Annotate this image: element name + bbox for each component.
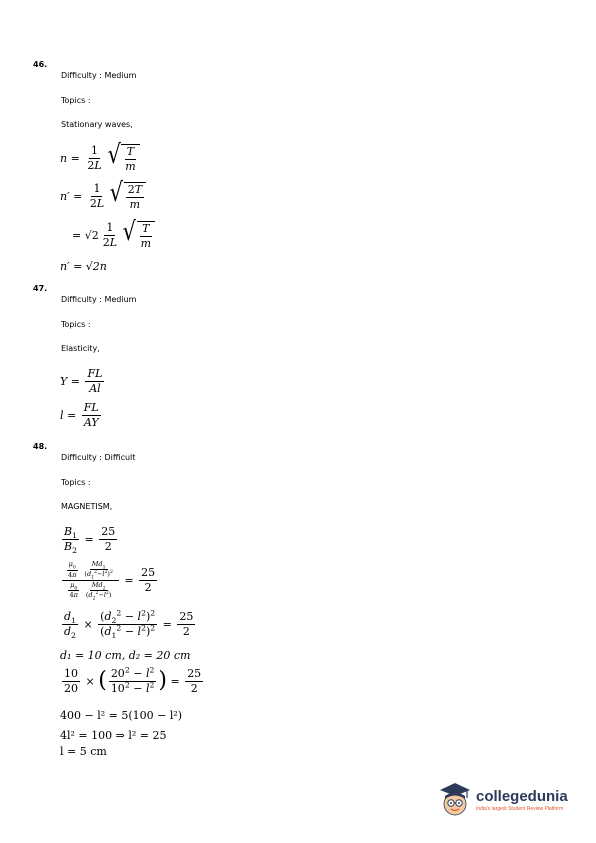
equation: 4l² = 100 ⇒ l² = 25 — [60, 729, 167, 742]
equation: Y = $\frac{FL}{Al}$ — [60, 367, 103, 395]
topic-name: Stationary waves, — [61, 120, 133, 129]
mascot-icon — [437, 780, 473, 820]
eq-lhs: l — [60, 408, 64, 422]
equation: $\frac{\mu_0}{4\pi}$ $\frac{Md_1}{(d_1^2-l^2)^2}$ $\frac{\mu_0}{4\pi}$ $\frac{Md_2}{(d_2^2-l^2)}$ = $\frac{25}{2}$ — [60, 561, 159, 599]
difficulty-label: Difficulty : Medium — [61, 295, 137, 304]
equation: n = $\frac{1}{2L}$ √ $\frac{T}{m}$ — [60, 144, 140, 172]
equation: l = $\frac{FL}{AY}$ — [60, 401, 99, 429]
equation: = √2 $\frac{1}{2L}$ √ $\frac{T}{m}$ — [72, 221, 155, 249]
equation: 400 − l² = 5(100 − l²) — [60, 709, 183, 722]
eq-lhs: n′ — [60, 189, 70, 203]
topics-label: Topics : — [61, 320, 91, 329]
difficulty-label: Difficulty : Medium — [61, 71, 137, 80]
topic-name: Elasticity, — [61, 344, 100, 353]
question-number: 48. — [33, 442, 48, 451]
brand-logo — [437, 780, 568, 820]
eq-lhs: n — [60, 151, 68, 165]
equation: $\frac{B_1}{B_2}$ = $\frac{25}{2}$ — [64, 525, 116, 555]
topic-name: MAGNETISM, — [61, 502, 113, 511]
eq-lhs: Y — [60, 374, 68, 388]
equation: $\frac{d_1}{d_2}$ × $\frac{(d_2^2 - l^2)^2}{(d_1^2 - l^2)^2}$ = $\frac{25}{2}$ — [64, 608, 194, 640]
equation: n′ = $\frac{1}{2L}$ √ $\frac{2T}{m}$ — [60, 182, 146, 210]
equation: n′ = √2n — [60, 260, 107, 273]
topics-label: Topics : — [61, 96, 91, 105]
topics-label: Topics : — [61, 478, 91, 487]
difficulty-label: Difficulty : Difficult — [61, 453, 136, 462]
brand-tagline: India's largest Student Review Platform — [476, 805, 564, 812]
equation: l = 5 cm — [60, 745, 107, 758]
question-number: 47. — [33, 284, 48, 293]
equation: $\frac{10}{20}$ × ( $\frac{20^2 - l^2}{10^2 - l^2}$ ) = $\frac{25}{2}$ — [64, 665, 202, 695]
brand-name: collegedunia — [476, 787, 568, 805]
question-number: 46. — [33, 60, 48, 69]
equation: d₁ = 10 cm, d₂ = 20 cm — [60, 649, 191, 662]
